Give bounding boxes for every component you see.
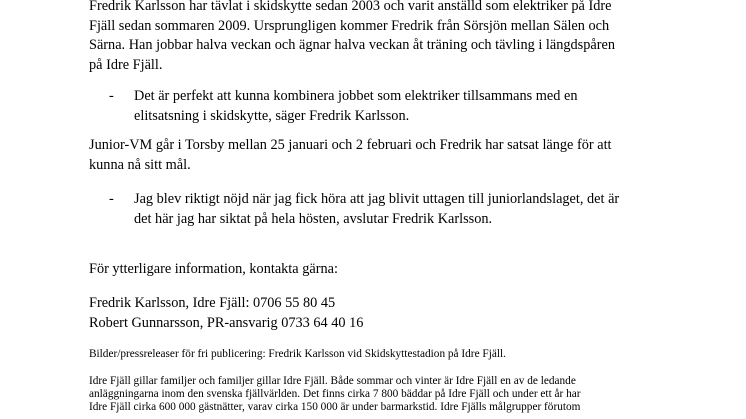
about-line: anläggningarna inom den svenska fjällvärlden. Det finns cirka 7 800 bäddar på Idre Fjäll och under ett år har [89,388,581,400]
contact-line: Fredrik Karlsson, Idre Fjäll: 0706 55 80 45 [89,295,336,311]
junior-vm-paragraph [89,136,689,175]
contact-line: Robert Gunnarsson, PR-ansvarig 0733 64 40 16 [89,314,364,331]
junior-line: Junior-VM går i Torsby mellan 25 januari och 2 februari och Fredrik har satsat länge för att [89,137,612,153]
about-line: Idre Fjäll gillar familjer och familjer gillar Idre Fjäll. Både sommar och vinter är Idre Fjäll en av de ledande [89,375,576,387]
contact-heading: För ytterligare information, kontakta gärna: [89,261,338,277]
intro-line: Fjäll sedan sommaren 2009. Ursprungligen kommer Fredrik från Sörsjön mellan Sälen och [89,17,610,34]
intro-paragraph [89,0,689,75]
intro-line: Fredrik Karlsson har tävlat i skidskytte sedan 2003 och varit anställd som elektriker på Idre [89,0,612,14]
quote-line: Det är perfekt att kunna kombinera jobbet som elektriker tillsammans med en [134,88,578,104]
quote-line: det här jag har siktat på hela hösten, avslutar Fredrik Karlsson. [134,210,493,227]
intro-line: på Idre Fjäll. [89,56,163,73]
about-paragraph [89,375,581,414]
quote-dash: - [109,88,114,104]
quote-paragraph-1 [134,87,577,126]
about-line: Idre Fjäll cirka 600 000 gästnätter, varav cirka 150 000 är under barmarkstid. Idre Fjälls målgrupper förutom [89,401,581,413]
quote-line: Jag blev riktigt nöjd när jag fick höra att jag blivit uttagen till juniorlandslaget, det är [134,191,620,207]
intro-line: Särna. Han jobbar halva veckan och ägnar halva veckan åt träning och tävling i längdspåren [89,37,615,53]
photo-caption: Bilder/pressreleaser för fri publicering: Fredrik Karlsson vid Skidskyttestadion på Idre Fjäll. [89,348,506,360]
quote-dash: - [109,191,114,207]
contact-list [89,294,689,333]
junior-line: kunna nå sitt mål. [89,156,191,173]
quote-paragraph-2 [134,190,619,229]
quote-line: elitsatsning i skidskytte, säger Fredrik Karlsson. [134,107,410,124]
